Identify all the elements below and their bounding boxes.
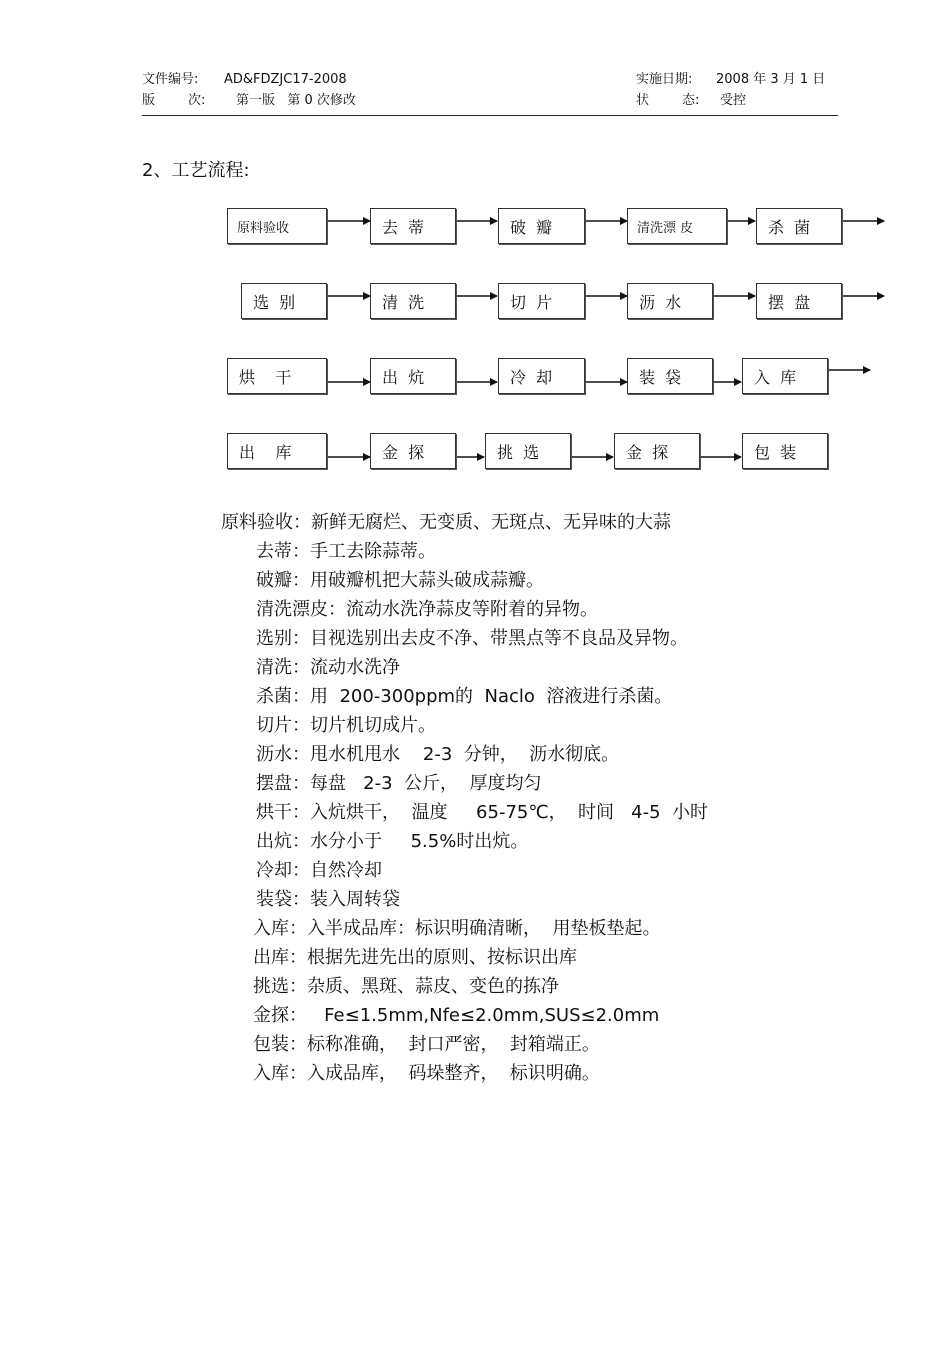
note-line: 破瓣：用破瓣机把大蒜头破成蒜瓣。	[256, 570, 544, 591]
note-line: 原料验收：新鲜无腐烂、无变质、无斑点、无异味的大蒜	[221, 512, 671, 533]
flow-step-stem-removal: 去 蒂	[370, 208, 456, 244]
impl-date-label: 实施日期:	[636, 72, 693, 87]
flow-step-drying: 烘 干	[227, 358, 327, 394]
impl-date-value: 2008 年 3 月 1 日	[716, 72, 826, 87]
status-value: 受控	[720, 93, 747, 108]
note-line: 清洗：流动水洗净	[256, 657, 400, 678]
flow-step-washing: 清 洗	[370, 283, 456, 319]
note-line: 金探： Fe≤1.5mm,Nfe≤2.0mm,SUS≤2.0mm	[253, 1005, 660, 1026]
flow-step-sorting: 选 别	[241, 283, 327, 319]
flow-step-out-of-kiln: 出 炕	[370, 358, 456, 394]
flow-step-sterilization: 杀 菌	[756, 208, 842, 244]
note-line: 选别：目视选别出去皮不净、带黑点等不良品及异物。	[256, 628, 688, 649]
flow-step-bagging: 装 袋	[627, 358, 713, 394]
note-line: 出库：根据先进先出的原则、按标识出库	[253, 947, 577, 968]
note-line: 沥水：甩水机甩水 2-3 分钟， 沥水彻底。	[256, 744, 620, 765]
note-line: 挑选：杂质、黑斑、蒜皮、变色的拣净	[253, 976, 559, 997]
flow-step-slicing: 切 片	[498, 283, 585, 319]
flow-step-packaging: 包 装	[742, 433, 828, 469]
note-line: 摆盘：每盘 2-3 公斤， 厚度均匀	[256, 773, 542, 794]
flow-step-picking: 挑 选	[485, 433, 571, 469]
note-line: 杀菌：用 200-300ppm的 Naclo 溶液进行杀菌。	[256, 686, 673, 707]
doc-number-label: 文件编号:	[142, 72, 199, 87]
note-line: 去蒂：手工去除蒜蒂。	[256, 541, 436, 562]
note-line: 出炕：水分小于 5.5%时出炕。	[256, 831, 529, 852]
note-line: 入库：入半成品库：标识明确清晰， 用垫板垫起。	[253, 918, 661, 939]
flow-step-clove-breaking: 破 瓣	[498, 208, 585, 244]
note-line: 包装：标称准确， 封口严密， 封箱端正。	[253, 1034, 600, 1055]
flow-step-draining: 沥 水	[627, 283, 713, 319]
status-label: 状 态:	[636, 93, 700, 108]
section-title: 2、工艺流程:	[142, 160, 250, 181]
note-line: 入库：入成品库， 码垛整齐， 标识明确。	[253, 1063, 600, 1084]
flow-step-cooling: 冷 却	[498, 358, 585, 394]
version-value: 第一版 第 0 次修改	[236, 93, 356, 108]
note-line: 清洗漂皮：流动水洗净蒜皮等附着的异物。	[256, 599, 598, 620]
flow-step-raw-material-inspection: 原料验收	[227, 208, 327, 244]
flow-step-tray-arranging: 摆 盘	[756, 283, 842, 319]
doc-number-value: AD&FDZJC17-2008	[224, 72, 347, 87]
process-flowchart	[0, 0, 950, 520]
flow-step-outbound: 出 库	[227, 433, 327, 469]
flow-step-warehousing: 入 库	[742, 358, 828, 394]
note-line: 装袋：装入周转袋	[256, 889, 400, 910]
flow-step-metal-detection-2: 金 探	[614, 433, 700, 469]
note-line: 烘干：入炕烘干， 温度 65-75℃， 时间 4-5 小时	[256, 802, 709, 823]
note-line: 切片：切片机切成片。	[256, 715, 436, 736]
version-label: 版 次:	[142, 93, 206, 108]
note-line: 冷却：自然冷却	[256, 860, 382, 881]
flow-step-wash-peel: 清洗漂 皮	[627, 208, 727, 244]
flow-step-metal-detection: 金 探	[370, 433, 456, 469]
